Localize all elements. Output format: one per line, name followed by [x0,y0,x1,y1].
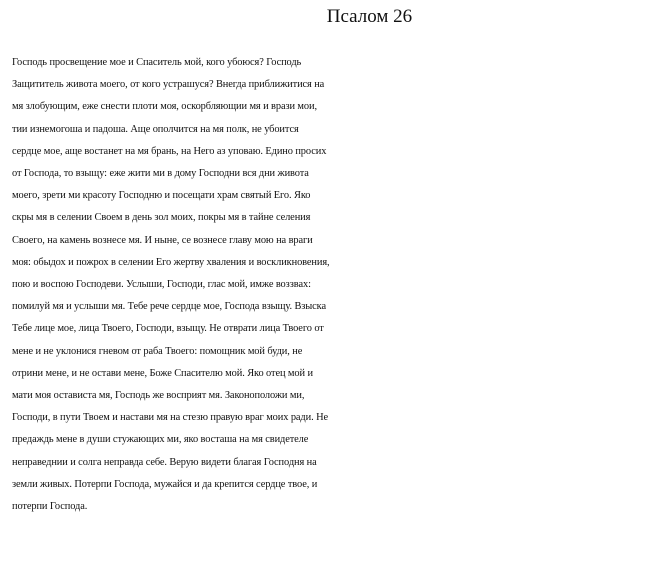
psalm-text [12,52,671,518]
text-line-7: моего, зрети ми красоту Господню и посещати храм святый Его. Яко [12,190,311,202]
text-line-6: от Господа, то взыщу: еже жити ми в дому Господни вся дни живота [12,168,309,180]
text-line-3: мя злобующим, еже снести плоти моя, оскорбляющии мя и врази мои, [12,101,317,113]
psalm-title: Псалом 26 [326,6,413,27]
text-line-18: предаждь мене в души стужающих ми, яко восташа на мя свидетеле [12,434,309,446]
text-line-5: сердце мое, аще востанет на мя брань, на Него аз уповаю. Едино просих [12,145,327,157]
text-line-4: тии изнемогоша и падоша. Аще ополчится на мя полк, не убоится [12,123,299,135]
text-line-17: Господи, в пути Твоем и настави мя на стезю правую враг моих ради. Не [12,412,328,424]
text-line-8: скры мя в селении Своем в день зол моих, покры мя в тайне селения [12,212,311,224]
text-line-11: пою и воспою Господеви. Услыши, Господи, глас мой, имже воззвах: [12,279,311,291]
text-line-1: Господь просвещение мое и Спаситель мой, кого убоюся? Господь [12,57,302,68]
text-line-20: земли живых. Потерпи Господа, мужайся и да крепится сердце твое, и [12,478,318,490]
text-line-12: помилуй мя и услыши мя. Тебе рече сердце мое, Господа взыщу. Взыска [12,301,326,313]
text-line-9: Своего, на камень вознесе мя. И ныне, се вознесе главу мою на враги [12,234,313,246]
text-line-10: моя: обыдох и пожрох в селении Его жертву хваления и воскликновения, [12,256,330,268]
text-line-19: неправеднии и солга неправда себе. Верую видети благая Господня на [12,456,317,468]
text-line-13: Тебе лице мое, лица Твоего, Господи, взыщу. Не отврати лица Твоего от [12,323,324,335]
text-line-14: мене и не уклонися гневом от раба Твоего: помощник мой буди, не [12,345,303,357]
text-line-16: мати моя остависта мя, Господь же восприят мя. Законоположи ми, [12,390,305,402]
text-line-2: Защититель живота моего, от кого устрашуся? Внегда приближитися на [12,79,325,91]
text-line-21: потерпи Господа. [12,501,88,513]
text-line-15: отрини мене, и не остави мене, Боже Спасителю мой. Яко отец мой и [12,367,313,379]
